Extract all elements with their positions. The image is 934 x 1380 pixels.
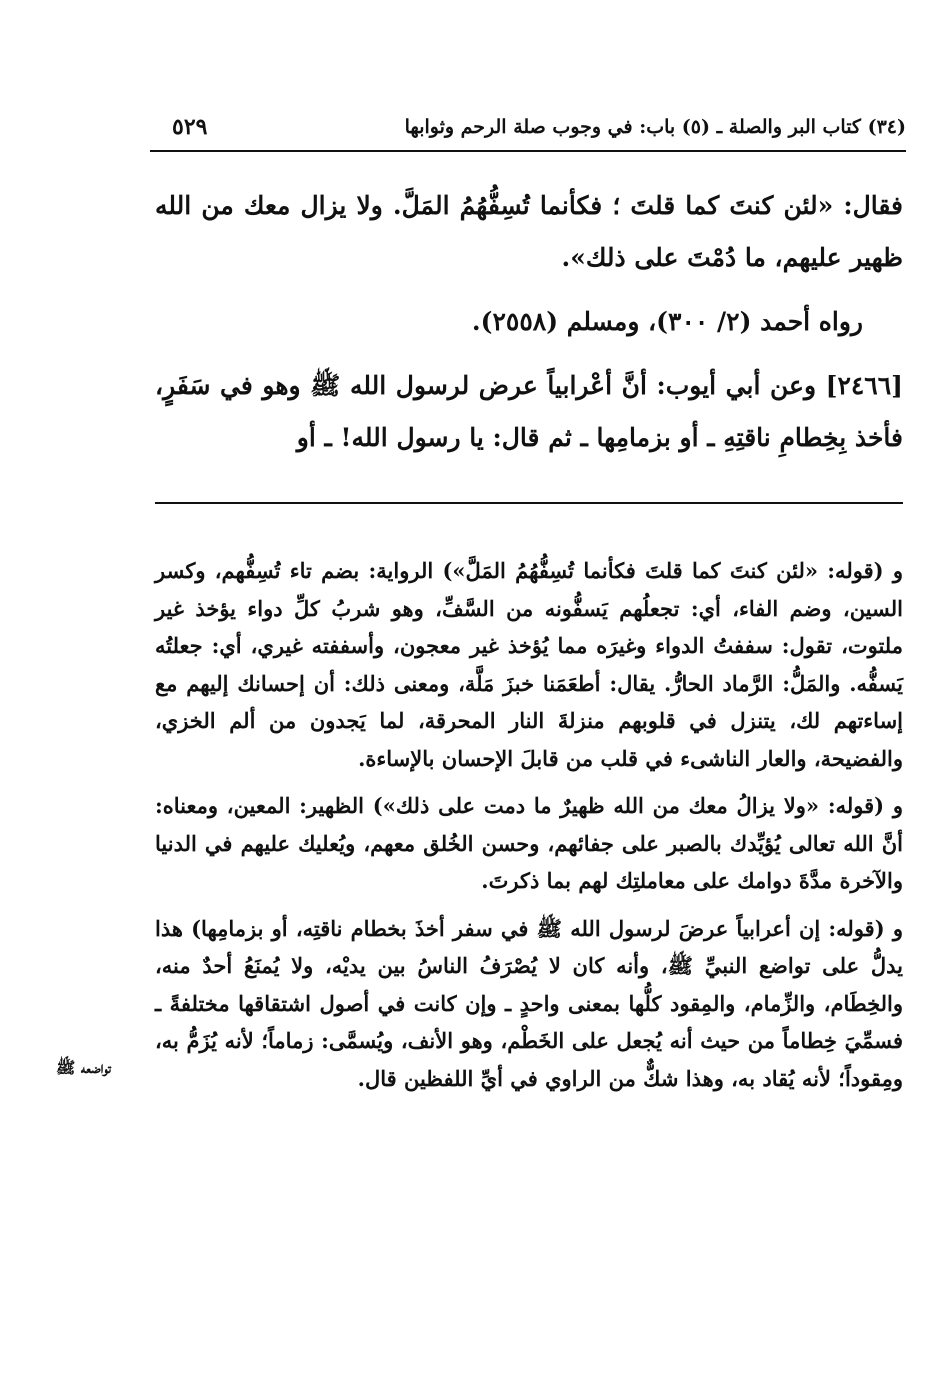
commentary-divider <box>155 502 903 504</box>
commentary-paragraph: و (قوله: «لئن كنتَ كما قلتَ فكأنما تُسِفُّهُمُ المَلَّ») الرواية: بضم تاء تُسِفُّهم، وكسر السين، وضم الفاء، أي: تجعلُهم يَسفُّونه من السَّفِّ، وهو شربُ كلِّ دواء يؤخذ غير ملتوت، تقول: سففتُ الدواء وغيرَه مما يُؤخذ غير معجون، وأسففته غيري، أي: جعلتُه يَسفُّه. والمَلُّ: الرَّماد الحارُّ. يقال: أطعَمَنا خبزَ مَلَّة، ومعنى ذلك: أن إحسانك إليهم مع إساءتهم لك، يتنزل في قلوبهم منزلةَ النار المحرقة، لما يَجدون من ألم الخزي، والفضيحة، والعار الناشىء في قلب من قابلَ الإحسان بالإساءة. <box>155 558 904 771</box>
hadith-text <box>155 180 903 464</box>
running-header <box>150 112 906 152</box>
commentary-paragraph: و (قوله: إن أعرابياً عرضَ لرسول الله ﷺ في سفر أخذَ بخطام ناقتِه، أو بزمامِها) هذا يدلُّ على تواضع النبيِّ ﷺ، وأنه كان لا يُصْرَفُ الناسُ بين يديْه، ولا يُمنَعُ أحدٌ منه، والخِطَام، والزِّمام، والمِقود كلُّها بمعنى واحدٍ ـ وإن كانت في أصول اشتقاقها مختلفةً ـ فسمِّيَ خِطاماً من حيث أنه يُجعل على الخَطْم، وهو الأنف، ويُسمَّى: زماماً؛ لأنه يُزَمُّ به، ومِقوداً؛ لأنه يُقاد به، وهذا شكٌّ من الراوي في أيِّ اللفظين قال. <box>155 915 903 1091</box>
hadith-paragraph: [٢٤٦٦] وعن أبي أيوب: أنَّ أعْرابياً عرض لرسول الله ﷺ وهو في سَفَرٍ، فأخذ بِخِطامِ ناقتِهِ ـ أو بزمامِها ـ ثم قال: يا رسول الله! ـ أو <box>155 371 903 452</box>
margin-note: تواضعه ﷺ <box>56 1058 111 1077</box>
page-number: ٥٢٩ <box>172 114 208 140</box>
hadith-paragraph: فقال: «لئن كنتَ كما قلتَ ؛ فكأنما تُسِفُّهُمُ المَلَّ. ولا يزال معك من الله ظهير عليهم، ما دُمْتَ على ذلك». <box>155 191 903 272</box>
commentary-text <box>155 552 903 1097</box>
header-divider <box>150 150 906 152</box>
commentary-paragraph: و (قوله: «ولا يزالُ معك من الله ظهيرٌ ما دمت على ذلك») الظهير: المعين، ومعناه: أنَّ الله تعالى يُؤيِّدك بالصبر على جفائهم، وحسن الخُلق معهم، ويُعليك عليهم في الدنيا والآخرة مدَّةَ دوامك على معاملتِك لهم بما ذكرتَ. <box>155 793 903 893</box>
hadith-reference: رواه أحمد (٢/ ٣٠٠)، ومسلم (٢٥٥٨). <box>471 307 863 336</box>
chapter-title: (٣٤) كتاب البر والصلة ـ (٥) باب: في وجوب صلة الرحم وثوابها <box>404 116 906 138</box>
